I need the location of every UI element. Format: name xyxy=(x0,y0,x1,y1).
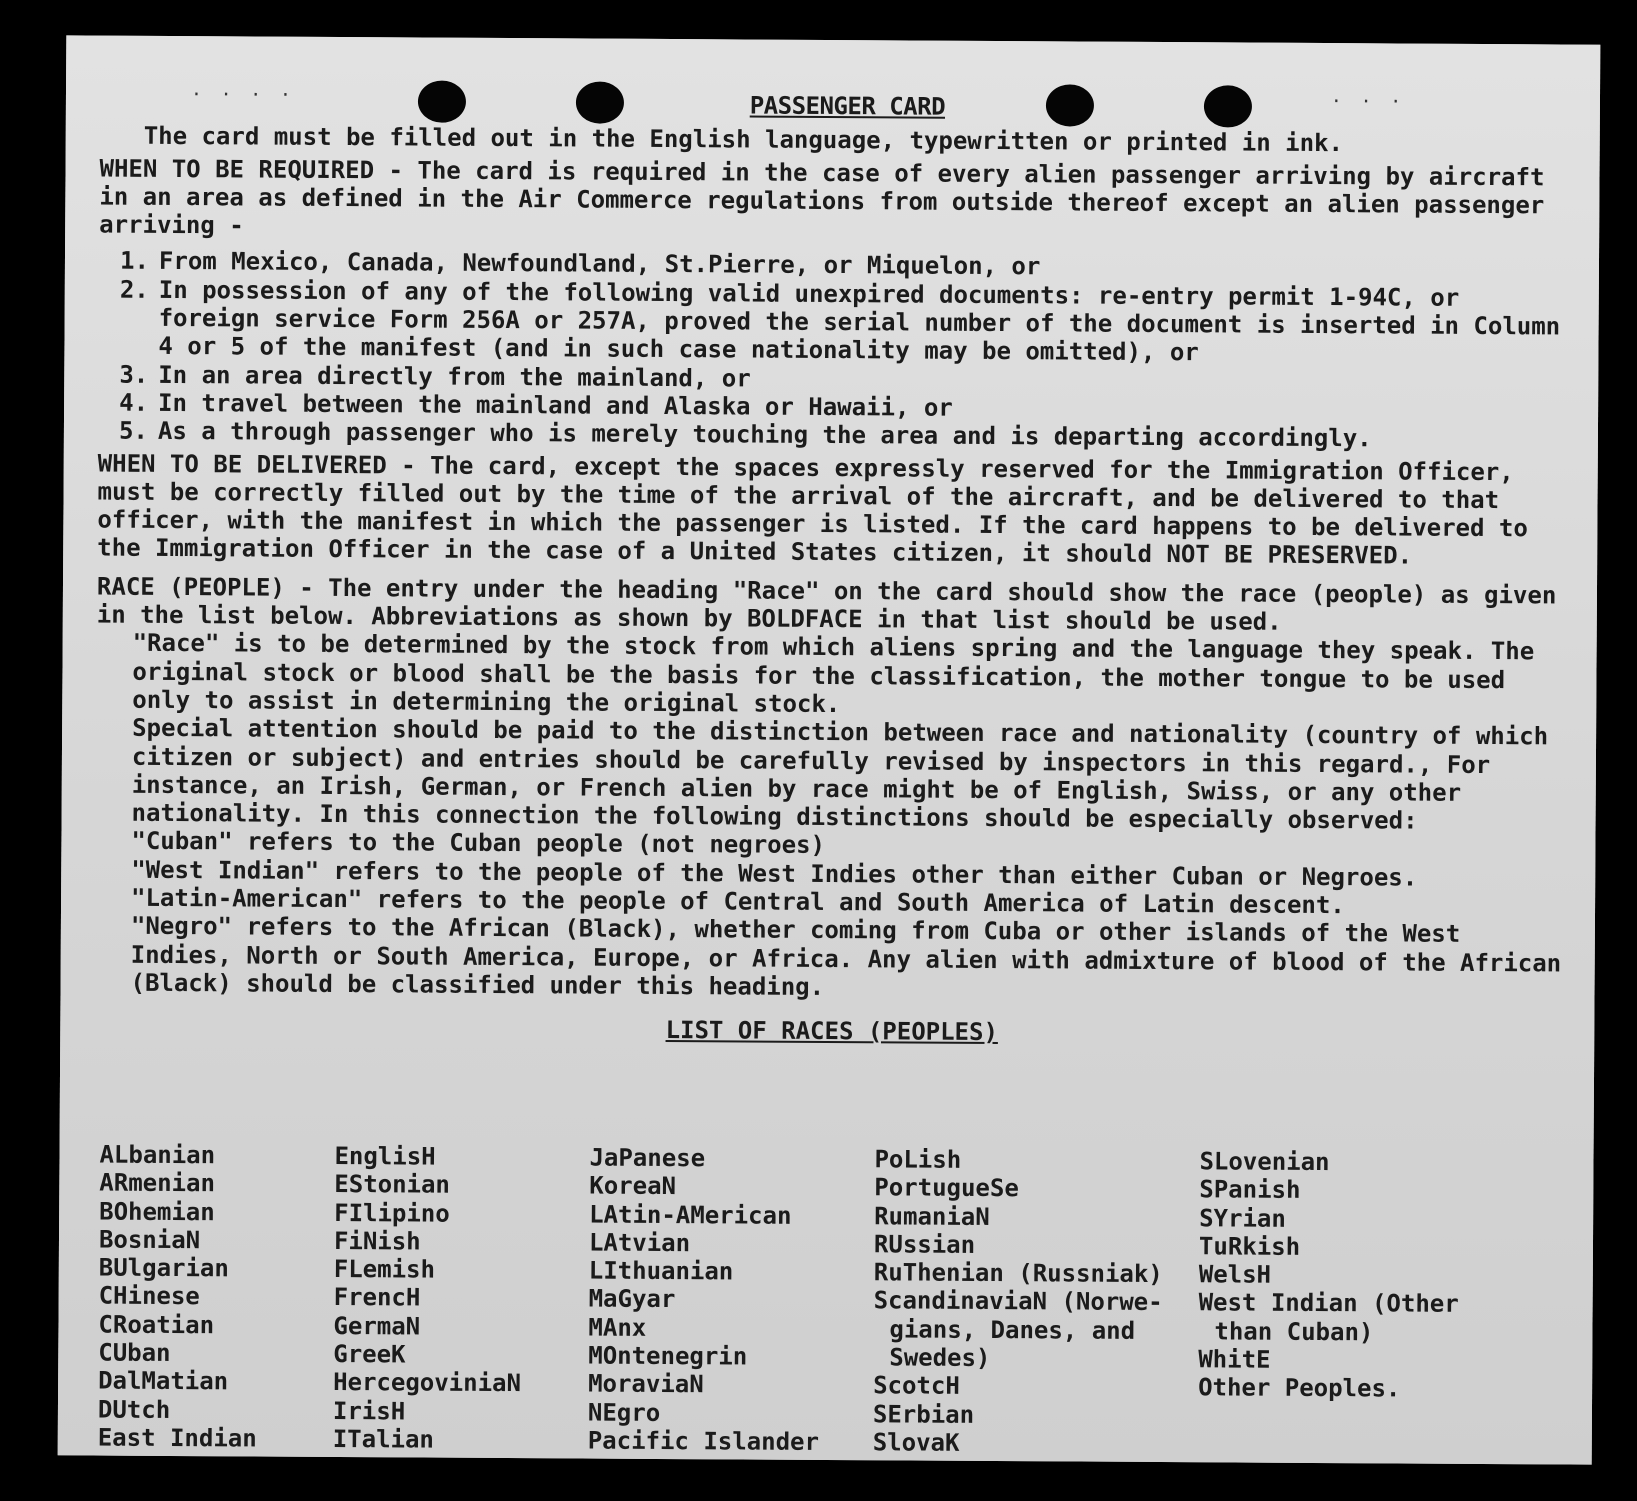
list-item: CRoatian xyxy=(98,1310,215,1340)
list-item: 3. In an area directly from the mainland, or xyxy=(119,360,751,393)
paper-specks: · · · · xyxy=(190,84,295,106)
when-required-section xyxy=(99,154,1574,248)
list-item: WelsH xyxy=(1198,1260,1272,1289)
race-section xyxy=(97,572,1572,638)
list-item: 2. In possession of any of the following valid unexpired documents: re-entry permit 1-94C, or foreign service Form 256A or 257A, proved the serial number of the document is inserted in Column 4 or 5 of the manifest (and in such case nationality may be omitted), or xyxy=(119,275,1561,367)
list-item: SlovaK xyxy=(872,1428,960,1457)
race-paragraph-2: "Race" is to be determined by the stock from which aliens spring and the language they speak. The original stock or blood shall be the basis for the classification, the mother tongue to be used only to assist in determining the original stock. xyxy=(132,629,1535,719)
list-item: CUban xyxy=(98,1338,171,1368)
list-of-races-title: LIST OF RACES (PEOPLES) xyxy=(665,1016,999,1047)
races-list xyxy=(97,1140,1560,1457)
list-item: MAnx xyxy=(588,1313,647,1342)
list-item: ITalian xyxy=(332,1424,435,1454)
list-item: GermaN xyxy=(333,1311,421,1341)
definition-west-indian: "West Indian" refers to the people of the West Indies other than either Cuban or Negroes. xyxy=(131,855,1418,892)
list-item: MoraviaN xyxy=(588,1369,704,1399)
list-item: ScotcH xyxy=(873,1371,960,1401)
list-item: 1. From Mexico, Canada, Newfoundland, St.Pierre, or Miquelon, or xyxy=(119,247,1041,281)
race-text: - The entry under the heading "Race" on the card should show the race (people) as given in the list below. Abbreviations as shown by BOLDFACE in that list should be used. xyxy=(96,573,1557,636)
list-item: LAtin-AMerican xyxy=(589,1200,792,1230)
list-item: HercegoviniaN xyxy=(333,1368,522,1398)
list-item: FrencH xyxy=(333,1283,421,1312)
list-item: EnglisH xyxy=(334,1141,436,1171)
list-item: 5. As a through passenger who is merely touching the area and is departing accordingly. xyxy=(118,416,1372,453)
list-item: TuRkish xyxy=(1198,1232,1301,1261)
race-heading: RACE (PEOPLE) xyxy=(96,572,285,602)
list-item: JaPanese xyxy=(589,1143,706,1173)
list-item: FIlipino xyxy=(334,1198,450,1228)
list-item: SYrian xyxy=(1199,1203,1286,1233)
races-column-2 xyxy=(333,1142,523,1454)
list-item: KoreaN xyxy=(589,1171,677,1201)
when-delivered-heading: WHEN TO BE DELIVERED xyxy=(97,449,387,479)
list-item: BUlgarian xyxy=(98,1253,229,1283)
races-column-1 xyxy=(98,1141,259,1453)
definition-latin-american: "Latin-American" refers to the people of Central and South America of Latin descent. xyxy=(130,883,1345,920)
required-items-list xyxy=(98,247,1574,454)
list-item: SPanish xyxy=(1199,1175,1301,1205)
list-item: than Cuban) xyxy=(1214,1317,1374,1347)
definition-negro: "Negro" refers to the African (Black), whether coming from Cuba or other islands of the West Indies, North or South America, Europe, or Africa. Any alien with admixture of blood of the African (Black) should be classified under this heading. xyxy=(130,912,1562,1001)
list-item: DUtch xyxy=(97,1395,171,1424)
when-delivered-text: - The card, except the spaces expressly reserved for the Immigration Officer, must be correctly filled out by the time of the arrival of the aircraft, and be delivered to that officer, with the manifest in which the passenger is listed. If the card happens to be delivered to the Immigration Officer in the case of a United States citizen, it should NOT BE PRESERVED. xyxy=(97,450,1528,571)
list-item: BOhemian xyxy=(99,1197,215,1226)
when-required-heading: WHEN TO BE REQUIRED xyxy=(99,154,375,184)
list-item: Pacific Islander xyxy=(587,1426,820,1456)
list-item: DalMatian xyxy=(98,1366,229,1396)
paper-specks: · · · xyxy=(1330,91,1406,113)
list-item: East Indian xyxy=(97,1423,257,1453)
list-item: Swedes) xyxy=(889,1343,991,1373)
list-item: RuThenian (Russniak) xyxy=(873,1258,1163,1289)
list-item: ARmenian xyxy=(99,1168,216,1198)
intro-paragraph: The card must be filled out in the English language, typewritten or printed in ink. xyxy=(143,122,1344,158)
races-column-4 xyxy=(873,1145,1164,1458)
races-column-5 xyxy=(1198,1147,1460,1403)
list-item: SErbian xyxy=(872,1399,975,1429)
race-paragraph-3: Special attention should be paid to the distinction between race and nationality (country of which citizen or subject) and entries should be carefully revised by inspectors in this regard., For instance, an Irish, German, or French alien by race might be of English, Swiss, or any other nationality. In this connection the following distinctions should be especially observed: xyxy=(131,713,1549,835)
list-item: ALbanian xyxy=(99,1140,216,1170)
document-body xyxy=(94,88,1575,1054)
list-item: GreeK xyxy=(333,1340,406,1369)
page-title: PASSENGER CARD xyxy=(749,91,946,121)
list-item: FLemish xyxy=(333,1255,436,1284)
list-item: ScandinaviaN (Norwe- xyxy=(873,1286,1163,1317)
passenger-card-sheet xyxy=(58,35,1601,1464)
list-item: CHinese xyxy=(98,1282,200,1311)
list-item: Other Peoples. xyxy=(1198,1373,1401,1403)
list-item: West Indian (Other xyxy=(1198,1288,1459,1319)
list-item: IrisH xyxy=(332,1396,406,1426)
list-item: LAtvian xyxy=(588,1228,691,1258)
list-item: MaGyar xyxy=(588,1285,676,1314)
list-item: RumaniaN xyxy=(874,1201,990,1231)
list-item: gians, Danes, and xyxy=(889,1315,1136,1345)
list-item: MOntenegrin xyxy=(588,1341,748,1371)
when-required-text: - The card is required in the case of every alien passenger arriving by aircraft in an area as defined in the Air Commerce regulations from outside thereof except an alien passenger arriving - xyxy=(99,155,1545,240)
list-item: PoLish xyxy=(874,1145,962,1174)
list-item: EStonian xyxy=(334,1170,451,1199)
definition-cuban: "Cuban" refers to the Cuban people (not negroes) xyxy=(131,827,826,860)
list-item: LIthuanian xyxy=(588,1256,734,1286)
list-item: FiNish xyxy=(333,1226,421,1256)
races-column-3 xyxy=(588,1144,821,1457)
list-item: WhitE xyxy=(1198,1345,1271,1374)
when-delivered-section xyxy=(97,449,1573,571)
list-item: PortugueSe xyxy=(874,1173,1019,1203)
list-item: SLovenian xyxy=(1199,1147,1330,1177)
list-item: BosniaN xyxy=(98,1225,201,1255)
list-item: RUssian xyxy=(873,1230,976,1259)
list-item: NEgro xyxy=(587,1398,661,1427)
list-item: 4. In travel between the mainland and Alaska or Hawaii, or xyxy=(119,388,953,422)
